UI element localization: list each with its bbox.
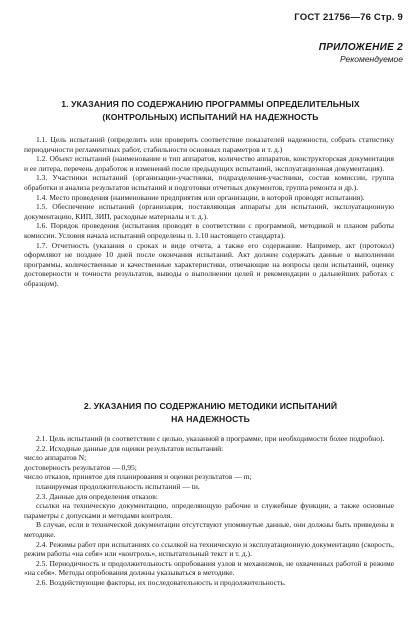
section2-body xyxy=(24,434,394,588)
list-item-failures: число отказов, принятое для планирования и оценки результатов — m; xyxy=(24,472,252,482)
paragraph-2-2: 2.2. Исходные данные для оценки результатов испытаний: xyxy=(36,443,224,453)
section1-heading-line2: (КОНТРОЛЬНЫХ) ИСПЫТАНИЙ НА НАДЕЖНОСТЬ xyxy=(102,112,319,122)
section2-heading-line1: 2. УКАЗАНИЯ ПО СОДЕРЖАНИЮ МЕТОДИКИ ИСПЫТАНИЙ xyxy=(83,401,338,411)
section1-body xyxy=(24,135,394,289)
appendix-label xyxy=(319,42,403,64)
paragraph-1-3: 1.3. Участники испытаний (организации-участники, подразделения-участники, состав комиссии, группа обработки и анализа результатов испытаний и подготовки отчетных документов, группа ремонта и др.). xyxy=(24,173,394,192)
paragraph-2-6: 2.6. Воздействующие факторы, их последовательность и продолжительность. xyxy=(36,577,286,587)
appendix-title: ПРИЛОЖЕНИЕ 2 xyxy=(318,42,403,53)
list-item-confidence: достоверность результатов — 0,95; xyxy=(24,462,137,472)
paragraph-2-3-refs: ссылки на техническую документацию, определяющую рабочие и служебные функции, а также основные параметры с допусками и методами контроля. xyxy=(24,501,394,520)
section2-heading-line2: НА НАДЕЖНОСТЬ xyxy=(171,414,250,424)
paragraph-2-1: 2.1. Цель испытаний (в соответствии с целью, указанной в программе, при необходимости более подробно). xyxy=(36,434,385,443)
paragraph-2-5: 2.5. Периодичность и продолжительность опробования узлов и механизмов, не охваченных работой в режиме «на себя». Методы опробования должны указываться в методике. xyxy=(24,558,394,578)
section1-heading xyxy=(28,98,393,124)
list-item-devices: число аппаратов N; xyxy=(24,453,87,463)
list-item-duration: планируемая продолжительность испытаний — tи. xyxy=(36,481,200,491)
page-header: ГОСТ 21756—76 Стр. 9 xyxy=(294,12,403,23)
paragraph-1-4: 1.4. Место проведения (наименование предприятия или организации, в которой проводят испытания). xyxy=(36,192,365,202)
paragraph-1-5: 1.5. Обеспечение испытаний (организация, поставляющая аппараты для испытаний, эксплуатационную документацию, КИП, ЗИП, расходные материалы и т. д.). xyxy=(24,202,394,221)
paragraph-1-6: 1.6. Порядок проведения (испытания проводят в соответствии с программой, методикой и планом работы комиссии. Условия начала испытаний определены п. 1.10 настоящего стандарта). xyxy=(24,221,394,240)
paragraph-1-7: 1.7. Отчетность (указания о сроках и виде отчета, а также его содержание. Например, акт (протокол) оформляют не позднее 10 дней после окончания испытаний. Акт должен содержать данные о выполнении программы, количественные и качественные характеристики, отвечающие на вопросы цели испытаний, оценку достоверности и точности результатов, выводы о выполнении целей и рекомендации о дальнейших работах с образцом). xyxy=(24,240,394,288)
appendix-note: Рекомендуемое xyxy=(339,54,403,64)
section1-heading-line1: 1. УКАЗАНИЯ ПО СОДЕРЖАНИЮ ПРОГРАММЫ ОПРЕДЕЛИТЕЛЬНЫХ xyxy=(61,99,360,109)
paragraph-1-2: 1.2. Объект испытаний (наименование и тип аппаратов, количество аппаратов, конструкторская документация и ее литера, перечень доработок и изменений после предыдущих испытаний, эксплуатационная документация). xyxy=(24,154,394,173)
paragraph-2-4: 2.4. Режимы работ при испытаниях со ссылкой на техническую и эксплуатационную документацию (скорость, режим работы «на себя» или «контроль», испытательный текст и т. д.). xyxy=(24,539,394,559)
paragraph-1-1: 1.1. Цель испытаний (определить или проверить соответствие показателей надежности, собрать статистику периодичности регламентных работ, стабильности основных параметров и т. д.) xyxy=(24,135,394,154)
paragraph-2-3: 2.3. Данные для определения отказов: xyxy=(36,491,158,501)
section2-heading xyxy=(28,400,393,426)
paragraph-2-3-note: В случае, если в технической документации отсутствуют упомянутые данные, они должны быть приведены в методике. xyxy=(24,520,394,539)
